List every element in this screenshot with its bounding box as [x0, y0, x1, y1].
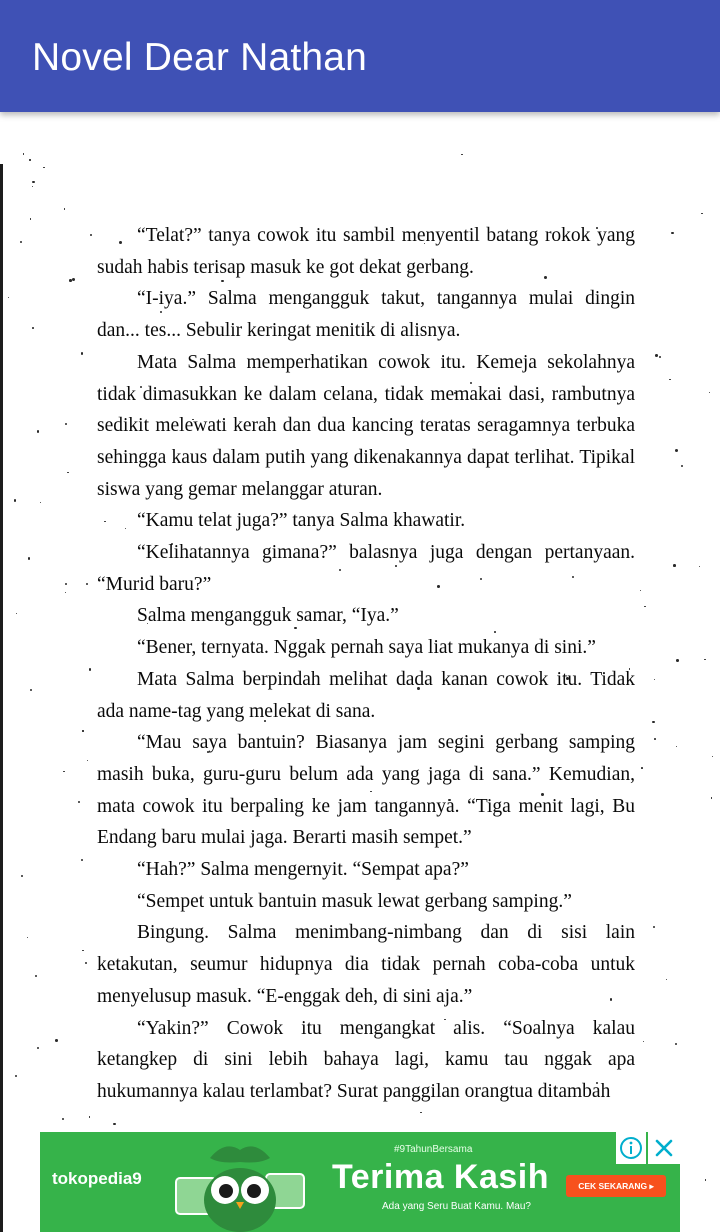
scan-speck	[43, 167, 45, 169]
scan-speck	[21, 875, 23, 877]
paragraph: Salma mengangguk samar, “Iya.”	[137, 605, 399, 627]
scan-speck	[32, 186, 33, 187]
scan-speck	[671, 232, 674, 235]
scan-speck	[65, 423, 68, 426]
scan-speck	[78, 801, 80, 803]
scan-speck	[701, 213, 703, 215]
paragraph: Mata Salma berpindah melihat dada kanan cowok itu. Tidak ada name-tag yang melekat di sana.	[97, 668, 635, 722]
scan-speck	[85, 962, 87, 964]
scan-speck	[20, 241, 22, 243]
book-page-text	[97, 220, 635, 1108]
scan-speck	[644, 606, 646, 608]
scan-speck	[676, 746, 678, 748]
scan-speck	[29, 159, 30, 160]
scan-speck	[65, 592, 66, 593]
scan-speck	[37, 430, 40, 433]
scan-page-edge	[0, 164, 3, 1232]
paragraph: “I-iya.” Salma mengangguk takut, tangannya mulai dingin dan... tes... Sebulir keringat menitik di alisnya.	[97, 288, 635, 342]
paragraph: “Telat?” tanya cowok itu sambil menyentil batang rokok yang sudah habis terisap masuk ke got dekat gerbang.	[97, 225, 635, 278]
scan-speck	[420, 1112, 422, 1114]
paragraph: “Bener, ternyata. Nggak pernah saya liat mukanya di sini.”	[137, 637, 596, 659]
scan-speck	[14, 499, 17, 502]
scan-speck	[704, 659, 706, 661]
scan-speck	[55, 1039, 58, 1042]
ad-brand-logo: tokopedia9	[52, 1169, 142, 1188]
scan-speck	[654, 679, 656, 681]
ad-headline: Terima Kasih	[332, 1158, 550, 1196]
scan-speck	[666, 979, 667, 980]
close-icon	[653, 1137, 675, 1159]
scan-speck	[8, 297, 10, 299]
paragraph: “Sempet untuk bantuin masuk lewat gerbang samping.”	[137, 890, 572, 912]
scan-speck	[89, 1116, 91, 1118]
scan-speck	[72, 278, 75, 281]
ad-close-button[interactable]	[648, 1132, 680, 1164]
scan-speck	[676, 659, 679, 662]
scan-speck	[30, 689, 32, 691]
app-bar	[0, 0, 720, 112]
scan-speck	[90, 234, 92, 236]
scan-speck	[37, 1047, 39, 1049]
scan-speck	[63, 771, 65, 773]
scan-speck	[81, 859, 83, 861]
scan-speck	[30, 218, 32, 220]
owl-mascot-icon	[170, 1138, 310, 1232]
scan-speck	[23, 153, 25, 155]
ad-tagline: #9TahunBersama	[394, 1144, 473, 1155]
scan-speck	[32, 327, 34, 329]
paragraph: Bingung. Salma menimbang-nimbang dan di sisi lain ketakutan, seumur hidupnya dia tidak pernah coba-coba untuk menyelusup masuk. “E-enggak deh, di sini aja.”	[97, 922, 635, 1007]
scan-speck	[64, 208, 66, 210]
paragraph: “Hah?” Salma mengernyit. “Sempat apa?”	[137, 859, 469, 881]
app-title: Novel Dear Nathan	[32, 36, 368, 79]
scan-speck	[673, 564, 676, 567]
paragraph: Mata Salma memperhatikan cowok itu. Kemeja sekolahnya tidak dimasukkan ke dalam celana, tidak memakai dasi, rambutnya sedikit melewati kerah dan dua kancing teratas seragamnya terbuka sehingga kaus dalam putih yang dikenakannya dapat terlihat. Tipikal siswa yang gemar melanggar aturan.	[97, 351, 635, 500]
scan-speck	[86, 583, 89, 586]
scan-speck	[40, 502, 41, 503]
scan-speck	[16, 613, 17, 614]
scan-speck	[669, 379, 670, 380]
scan-speck	[82, 730, 83, 731]
scan-speck	[27, 937, 28, 938]
scan-speck	[659, 356, 661, 358]
scan-speck	[67, 472, 69, 474]
scan-speck	[65, 583, 67, 585]
scan-speck	[81, 352, 84, 355]
scan-speck	[653, 926, 655, 928]
scan-speck	[82, 950, 84, 952]
scan-speck	[35, 975, 37, 977]
scan-speck	[681, 465, 683, 467]
scan-speck	[69, 279, 72, 282]
info-icon	[619, 1136, 643, 1160]
scan-speck	[32, 181, 35, 184]
scan-speck	[705, 1179, 707, 1181]
paragraph: “Mau saya bantuin? Biasanya jam segini gerbang samping masih buka, guru-guru belum ada yang jaga di sana.” Kemudian, mata cowok itu berpaling ke jam tangannya. “Tiga menit lagi, Bu Endang baru mulai jaga. Berarti masih sempet.”	[97, 732, 635, 849]
scan-speck	[641, 767, 643, 769]
ad-cta-button[interactable]: CEK SEKARANG ▸	[566, 1175, 666, 1197]
scan-speck	[712, 756, 713, 757]
scan-speck	[89, 668, 92, 671]
scan-speck	[675, 449, 678, 452]
scan-speck	[655, 354, 658, 357]
scan-speck	[711, 797, 712, 798]
ad-subtext: Ada yang Seru Buat Kamu. Mau?	[382, 1201, 531, 1212]
scan-speck	[62, 1118, 64, 1120]
paragraph: “Kamu telat juga?” tanya Salma khawatir.	[137, 510, 466, 532]
scan-speck	[699, 566, 700, 567]
ad-info-button[interactable]	[616, 1132, 646, 1164]
scan-speck	[652, 721, 654, 723]
scan-speck	[675, 1043, 677, 1045]
scan-speck	[28, 557, 30, 559]
scan-speck	[87, 760, 88, 761]
ad-banner[interactable]	[40, 1132, 680, 1232]
scan-speck	[709, 392, 711, 394]
scan-speck	[654, 738, 656, 740]
scan-speck	[113, 1123, 116, 1126]
paragraph: “Kelihatannya gimana?” balasnya juga dengan pertanyaan. “Murid baru?”	[97, 542, 635, 595]
book-page-view[interactable]	[0, 112, 720, 1232]
scan-speck	[461, 154, 463, 156]
scan-speck	[643, 1041, 645, 1043]
scan-speck	[640, 590, 641, 591]
paragraph: “Yakin?” Cowok itu mengangkat alis. “Soalnya kalau ketangkep di sini lebih bahaya lagi, kamu tau nggak apa hukumannya kalau terlambat? Surat panggilan orangtua ditambah	[97, 1017, 635, 1102]
scan-speck	[15, 1075, 17, 1077]
